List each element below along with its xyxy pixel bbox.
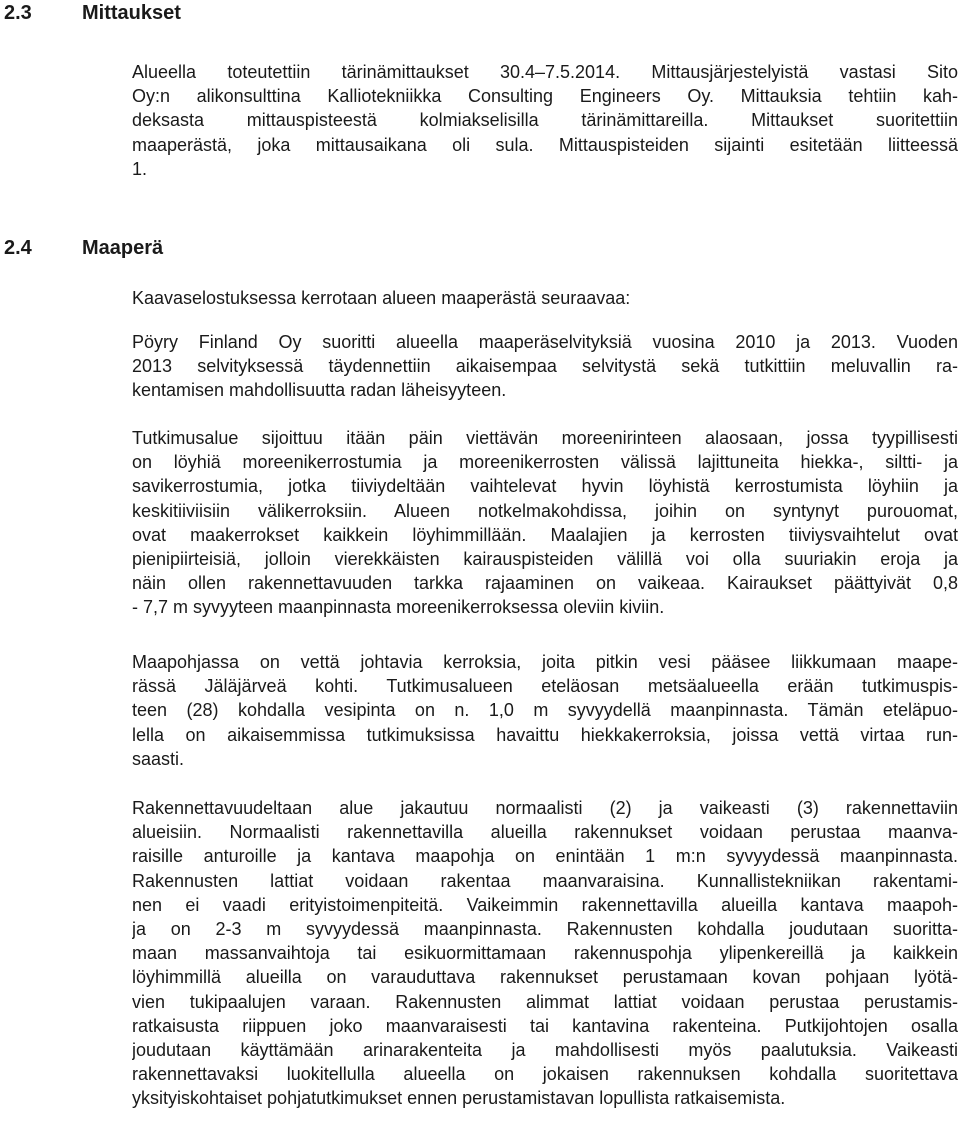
text-line: on löyhiä moreenikerrostumia ja moreenikerrosten välissä lajittuneita hiekka-, siltti- ja — [132, 452, 958, 473]
text-line: näin ollen rakennettavuuden tarkka rajaaminen on vaikeaa. Kairaukset päättyivät 0,8 — [132, 573, 958, 594]
text-line: maan massanvaihtoja tai esikuormittamaan rakennuspohja ylipenkereillä ja kaikkein — [132, 943, 958, 964]
text-line: deksasta mittauspisteestä kolmiakselisilla tärinämittareilla. Mittaukset suoritettiin — [132, 110, 958, 131]
section-title: Mittaukset — [82, 2, 181, 24]
text-line: kentamisen mahdollisuutta radan läheisyyteen. — [132, 380, 507, 401]
section-title: Maaperä — [82, 237, 164, 259]
text-line: 1. — [132, 158, 148, 179]
section-number: 2.3 — [4, 2, 32, 24]
text-line: pienipiirteisiä, jolloin vierekkäisten kairauspisteiden välillä voi olla suuriakin eroja ja — [132, 548, 958, 569]
text-line: nen ei vaadi erityistoimenpiteitä. Vaikeimmin rakennettavilla alueilla kantava maapoh- — [132, 894, 958, 915]
text-line: lella on aikaisemmissa tutkimuksissa havaittu hiekkakerroksia, joissa vettä virtaa run- — [132, 724, 958, 745]
section-heading-maapera — [4, 236, 163, 260]
text-line: - 7,7 m syvyyteen maanpinnasta moreenikerroksessa oleviin kiviin. — [132, 597, 665, 618]
text-line: Pöyry Finland Oy suoritti alueella maaperäselvityksiä vuosina 2010 ja 2013. Vuoden — [132, 332, 958, 352]
paragraph-rakennettavuus — [132, 796, 958, 1110]
text-line: Oy:n alikonsulttina Kalliotekniikka Consulting Engineers Oy. Mittauksia tehtiin kah- — [132, 86, 958, 107]
text-line: ja on 2-3 m syvyydessä maanpinnasta. Rakennusten kohdalla joudutaan suoritta- — [132, 918, 958, 939]
text-line: rässä Jäläjärveä kohti. Tutkimusalueen eteläosan metsäalueella erään tutkimuspis- — [132, 676, 958, 697]
text-line: keskitiiviisiin välikerroksiin. Alueen notkelmakohdissa, joihin on syntynyt purouomat, — [132, 500, 958, 521]
text-line: 2013 selvityksessä täydennettiin aikaisempaa selvitystä sekä tutkittiin meluvallin ra- — [132, 356, 958, 377]
text-line: saasti. — [132, 748, 185, 769]
paragraph-tutkimusalue — [132, 426, 958, 620]
paragraph-intro — [132, 286, 958, 310]
text-line: Alueella toteutettiin tärinämittaukset 30.4–7.5.2014. Mittausjärjestelyistä vastasi Sito — [132, 62, 958, 82]
text-line: rakennettavaksi luokitellulla alueella on jokaisen rakennuksen kohdalla suoritettava — [132, 1064, 958, 1085]
text-line: alueisiin. Normaalisti rakennettavilla alueilla rakennukset voidaan perustaa maanva- — [132, 822, 958, 843]
text-line: vien tukipaalujen varaan. Rakennusten alimmat lattiat voidaan perustaa perustamis- — [132, 991, 958, 1012]
text-line: löyhimmillä alueilla on varauduttava rakennukset perustamaan kovan pohjaan lyötä- — [132, 967, 958, 988]
text-line: raisille anturoille ja kantava maapohja on enintään 1 m:n syvyydessä maanpinnasta. — [132, 846, 958, 867]
text-line: Kaavaselostuksessa kerrotaan alueen maaperästä seuraavaa: — [132, 288, 631, 308]
text-line: Maapohjassa on vettä johtavia kerroksia, joita pitkin vesi pääsee liikkumaan maape- — [132, 652, 958, 672]
text-line: ratkaisusta riippuen joko maanvaraisesti tai kantavina rakenteina. Putkijohtojen osalla — [132, 1015, 958, 1036]
section-number: 2.4 — [4, 237, 32, 259]
text-line: joudutaan käyttämään arinarakenteita ja mahdollisesti myös paalutuksia. Vaikeasti — [132, 1039, 958, 1060]
text-line: yksityiskohtaiset pohjatutkimukset ennen perustamistavan lopullista ratkaisemista. — [132, 1088, 786, 1109]
section-heading-mittaukset — [4, 1, 181, 25]
text-line: maaperästä, joka mittausaikana oli sula. Mittauspisteiden sijainti esitetään liitteessä — [132, 134, 958, 155]
paragraph-mittaukset — [132, 60, 958, 181]
text-line: Rakennettavuudeltaan alue jakautuu normaalisti (2) ja vaikeasti (3) rakennettaviin — [132, 798, 958, 818]
text-line: teen (28) kohdalla vesipinta on n. 1,0 m syvyydellä maanpinnasta. Tämän eteläpuo- — [132, 700, 958, 721]
text-line: savikerrostumia, jotka tiiviydeltään vaihtelevat hyvin löyhistä kerrostumista löyhiin ja — [132, 476, 958, 497]
text-line: Rakennusten lattiat voidaan rakentaa maanvaraisina. Kunnallistekniikan rakentami- — [132, 870, 958, 891]
paragraph-selvitykset — [132, 330, 958, 403]
text-line: Tutkimusalue sijoittuu itään päin viettävän moreenirinteen alaosaan, jossa tyypillisesti — [132, 428, 958, 448]
text-line: ovat maakerrokset kaikkein löyhimmillään. Maalajien ja kerrosten tiiviysvaihtelut ovat — [132, 524, 958, 545]
paragraph-maapohja — [132, 650, 958, 771]
